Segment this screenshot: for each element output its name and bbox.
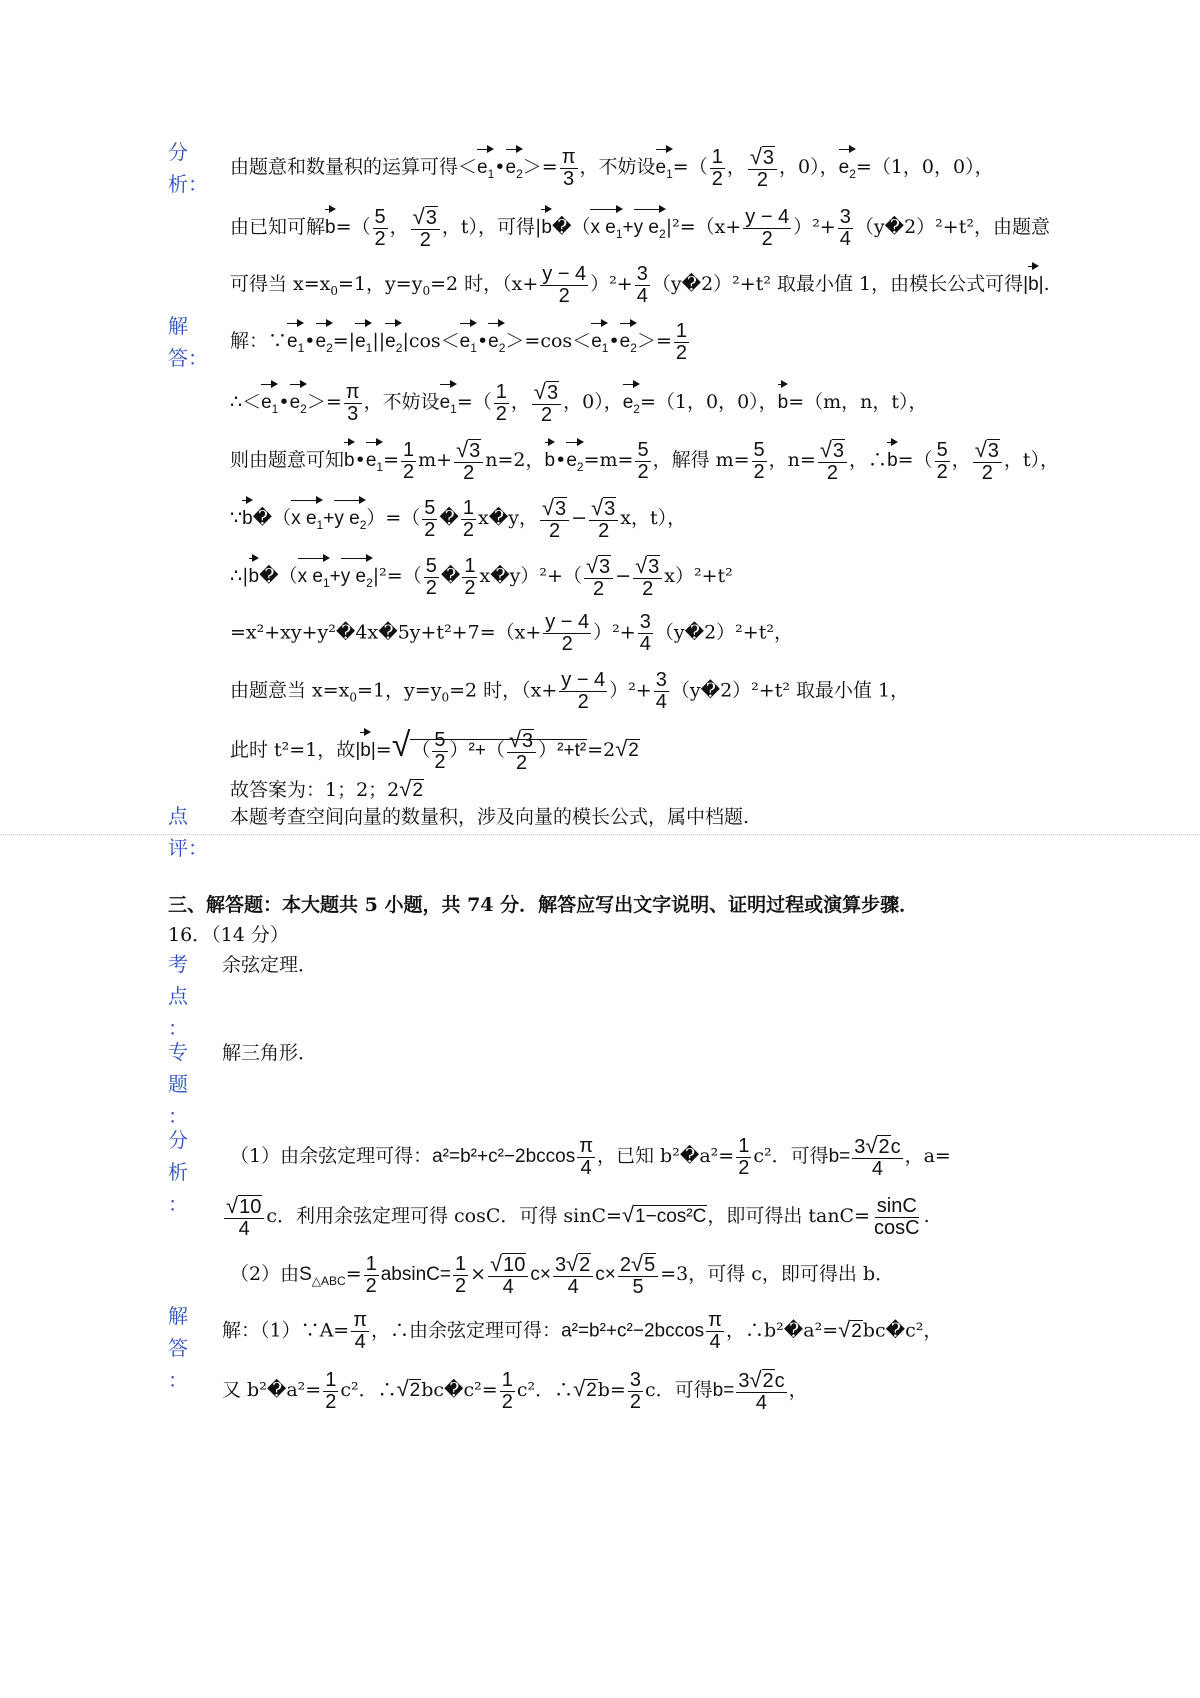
- solution-line-7: 由题意当 $x=x_0=1$，$y=y_0=2$ 时，（x+ $\frac{y - 4}{2}$ ）²+ $\frac{3}{4}$ （y�2）²+t² 取最小值 1，: [230, 669, 910, 713]
- label-fenxi-2: 分 析 ：: [168, 1128, 188, 1216]
- analysis-line-1: 由题意和数量积的运算可得$<e_1•e_2>=$ $\frac{\pi}{3}$ ，不妨设$e_1=$（ $\frac{1}{2}$ ， $\frac{√3}{2}$ ，0），$e_2=(1$，0，0），: [230, 144, 994, 191]
- solution-line-9: 故答案为：1；2；2√2: [230, 776, 423, 801]
- analysis-line-3: 可得当 $x=x_0=1$，$y=y_0=2$ 时，（x+ $\frac{y - 4}{2}$ ）²+ $\frac{3}{4}$ （y�2）²+t² 取最小值 1，由模长公式可得|b|.: [230, 262, 1050, 307]
- label-jieda-2: 解 答 ：: [168, 1304, 188, 1392]
- zhuanti-text: 解三角形．: [222, 1042, 318, 1064]
- fraction-1-2: $\frac{1}{2}$: [711, 145, 723, 190]
- label-zhuanti: 专 题 ：: [168, 1040, 188, 1128]
- fraction-3-4: $\frac{3}{4}$: [636, 262, 648, 307]
- solution-line-8: 此时 t²=1，故|b|=√（ $\frac{5}{2}$ ）²+（ $\frac{√3}{2}$ ）²+t²=2√2: [230, 726, 639, 774]
- q16-solution-line-2: 又 b²�a²= $\frac{1}{2}$ c²．∴√2bc�c²= $\frac{1}{2}$ c²．∴√2b= $\frac{3}{2}$ c．可得b= $\frac{3√2c}{4}$ ，: [222, 1367, 808, 1414]
- kaodian-text: 余弦定理．: [222, 954, 318, 976]
- q16-analysis-line-3: （2）由$S_{\triangle ABC}=$ $\frac{1}{2}$ absinC= $\frac{1}{2}$ × $\frac{√10}{4}$ c× $\frac{3√2}{4}$ c× $\frac{2√5}{5}$ =3，可得 c，即可得出 b．: [230, 1251, 895, 1298]
- fraction-5-2: $\frac{5}{2}$: [374, 205, 386, 250]
- label-kaodian: 考 点 ：: [168, 952, 188, 1040]
- vector-b: b: [325, 206, 336, 243]
- vector-e2: $e_2$: [506, 146, 523, 189]
- big-sqrt: √（ $\frac{5}{2}$ ）²+（ $\frac{√3}{2}$ ）²+t²: [391, 726, 587, 774]
- fraction-y4-2: $\frac{y - 4}{2}$: [745, 205, 790, 250]
- vector-b: b: [541, 206, 552, 243]
- solution-line-2: $\therefore<e_1•e_2>=$ $\frac{\pi}{3}$ ，不妨设$e_1=$（ $\frac{1}{2}$ ， $\frac{√3}{2}$ ，0），$e_2=(1$，0，0），b=（m，n，t），: [230, 379, 928, 426]
- solution-line-5: ∴|b�（x $e_1+y$ $e_2|^2=$（ $\frac{5}{2}$ � $\frac{1}{2}$ x�y）²+（ $\frac{√3}{2}$ − $\frac{√3}{2}$ x）²+t²: [230, 553, 733, 600]
- fraction-sqrt3-2: $\frac{√3}{2}$: [748, 145, 777, 191]
- label-jieda: 解 答：: [168, 314, 208, 370]
- fraction-3-4: $\frac{3}{4}$: [839, 205, 851, 250]
- vector-e2: $e_2$: [839, 146, 856, 189]
- analysis-line-2: 由已知可解b=（ $\frac{5}{2}$ ， $\frac{√3}{2}$ ，t），可得|b�（x $e_1+y$ $e_2|^2=(x+$ $\frac{y - 4}{2}$ ）²+ $\frac{3}{4}$ （y�2）²+t²，由题意: [230, 204, 1050, 251]
- fraction-y4-2: $\frac{y - 4}{2}$: [542, 262, 587, 307]
- q16-solution-line-1: 解：（1）∵A= $\frac{\pi}{4}$ ，∴由余弦定理可得：a²=b²+c²−2bccos $\frac{\pi}{4}$ ，∴b²�a²=√2bc�c²，: [222, 1309, 943, 1353]
- label-fenxi: 分 析：: [168, 140, 208, 196]
- comment-text: 本题考查空间向量的数量积，涉及向量的模长公式，属中档题.: [230, 806, 750, 828]
- section-heading: 三、解答题：本大题共 5 小题，共 74 分．解答应写出文字说明、证明过程或演算步骤．: [168, 894, 919, 916]
- solution-line-6: =x²+xy+y²�4x�5y+t²+7=（x+ $\frac{y - 4}{2}$ ）²+ $\frac{3}{4}$ （y�2）²+t²，: [230, 611, 793, 655]
- question-16-title: 16．（14 分）: [168, 924, 289, 946]
- q16-analysis-line-2: $\frac{√10}{4}$ c．利用余弦定理可得 cosC．可得 sinC=√1−cos²C，即可得出 tanC= $\frac{\sin C}{\cos C}$ .: [226, 1193, 930, 1240]
- fraction-sqrt3-2: $\frac{√3}{2}$: [411, 205, 440, 251]
- dotted-separator: [0, 834, 1200, 835]
- label-dianping: 点 评：: [168, 804, 208, 860]
- solution-line-4: ∵b�（x $e_1+y$ $e_2)=$（ $\frac{5}{2}$ � $\frac{1}{2}$ x�y， $\frac{√3}{2}$ − $\frac{√3}{2}$ x，t），: [230, 495, 687, 542]
- vector-e1: $e_1$: [477, 146, 494, 189]
- vector-e1: $e_1$: [656, 146, 673, 189]
- solution-line-1: 解：$\because e_1•e_2=|e_1||e_2|\cos<e_1•e_2>=\cos<e_1•e_2>=$ $\frac{1}{2}$: [230, 319, 687, 364]
- solution-line-3: 则由题意可知$b•e_1=$ $\frac{1}{2}$ m+ $\frac{√3}{2}$ n=2，$b•e_2=m=$ $\frac{5}{2}$ ，解得 m= $\frac{5}{2}$ ，n= $\frac{√3}{2}$ ，∴b=（ $\frac{5}{2}$ ， $\frac{√3}{2}$ ，t），: [230, 437, 1060, 484]
- fraction-pi-3: $\frac{\pi}{3}$: [561, 145, 576, 190]
- q16-analysis-line-1: （1）由余弦定理可得：a²=b²+c²−2bccos $\frac{\pi}{4}$ ，已知 b²�a²= $\frac{1}{2}$ c²．可得b= $\frac{3√2c}{4}$ ，a=: [230, 1133, 951, 1180]
- term-xe1-ye2: x $e_1+y$ $e_2$: [590, 217, 665, 238]
